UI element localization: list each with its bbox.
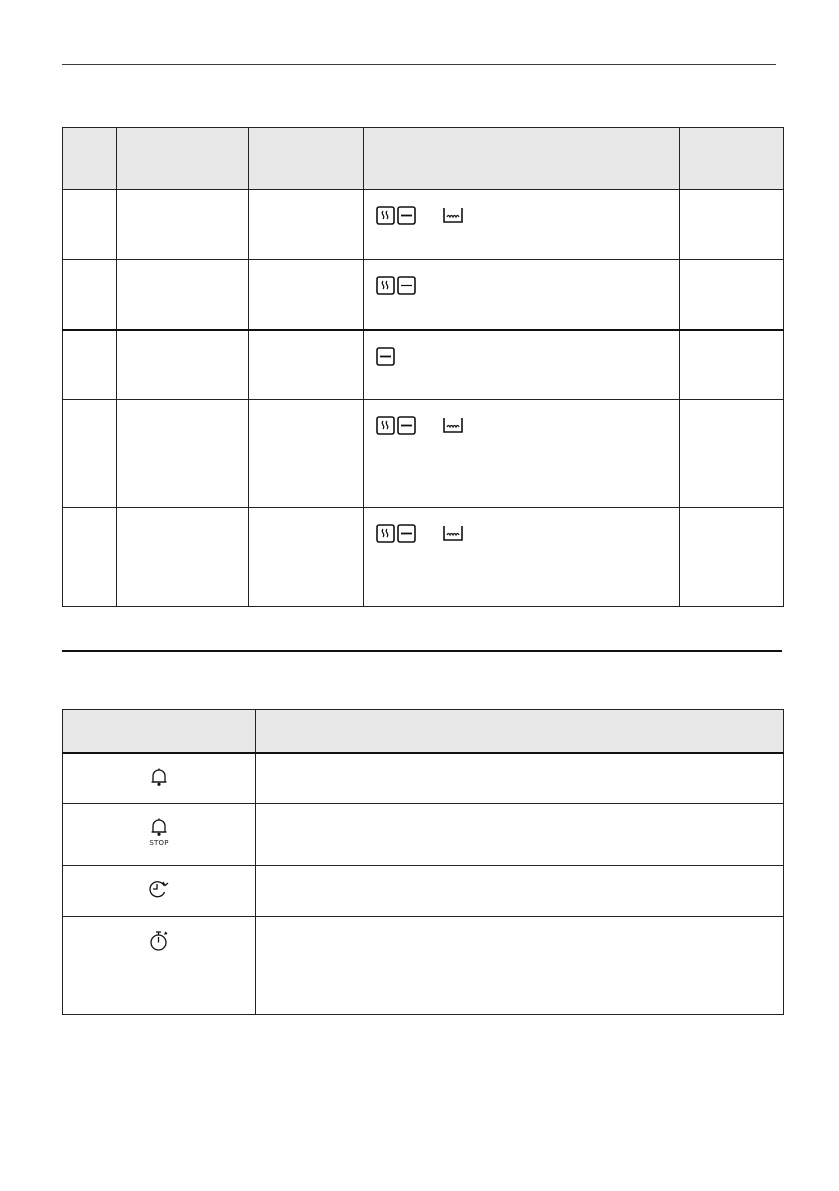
table-cell [249, 508, 364, 607]
section-rule [62, 650, 782, 652]
table-cell [249, 400, 364, 508]
heating-icons-cell [364, 260, 680, 330]
table-cell [249, 260, 364, 330]
symbol-cell [63, 803, 256, 865]
bell-icon [149, 766, 169, 788]
table-cell [63, 190, 117, 260]
steam-heating-icon [376, 206, 395, 225]
header-cell [63, 128, 117, 190]
table-row [63, 753, 784, 803]
clock-delay-icon [147, 878, 171, 900]
table-cell [117, 330, 249, 400]
symbol-cell [63, 865, 256, 916]
bottom-heat-icon [397, 524, 416, 543]
stopwatch-icon [148, 929, 170, 953]
heating-icons-cell [364, 508, 680, 607]
table-cell [249, 190, 364, 260]
description-cell [256, 916, 784, 1014]
table-cell [117, 190, 249, 260]
table-cell [117, 400, 249, 508]
heating-icons-cell [364, 400, 680, 508]
table-cell [680, 190, 784, 260]
header-cell [256, 710, 784, 754]
timer-header-row [63, 710, 784, 754]
table-cell [63, 260, 117, 330]
bottom-heat-icon [397, 276, 416, 295]
water-tank-icon [442, 206, 461, 225]
table-row [63, 916, 784, 1014]
header-cell [63, 710, 256, 754]
table-cell [680, 400, 784, 508]
table-cell [63, 330, 117, 400]
table-cell [117, 508, 249, 607]
table-cell [680, 260, 784, 330]
steam-heating-icon [376, 524, 395, 543]
programs-header-row [63, 128, 784, 190]
table-row [63, 803, 784, 865]
heating-icons-cell [364, 190, 680, 260]
table-row [63, 190, 784, 260]
stop-label: STOP [149, 838, 169, 847]
table-row [63, 330, 784, 400]
table-row [63, 508, 784, 607]
table-row [63, 260, 784, 330]
header-cell [249, 128, 364, 190]
header-cell [680, 128, 784, 190]
table-cell [63, 400, 117, 508]
steam-heating-icon [376, 416, 395, 435]
table-cell [117, 260, 249, 330]
description-cell [256, 865, 784, 916]
symbol-cell [63, 753, 256, 803]
programs-table [62, 127, 784, 607]
bell-stop-icon [149, 816, 169, 847]
table-row [63, 400, 784, 508]
symbol-cell [63, 916, 256, 1014]
table-row [63, 865, 784, 916]
steam-heating-icon [376, 276, 395, 295]
table-cell [249, 330, 364, 400]
bottom-heat-icon [376, 347, 395, 366]
table-cell [680, 330, 784, 400]
timer-functions-table [62, 709, 784, 1015]
bottom-heat-icon [397, 206, 416, 225]
water-tank-icon [442, 416, 461, 435]
bottom-heat-icon [397, 416, 416, 435]
header-rule [62, 64, 776, 65]
description-cell [256, 803, 784, 865]
header-cell [117, 128, 249, 190]
table-cell [680, 508, 784, 607]
heating-icons-cell [364, 330, 680, 400]
description-cell [256, 753, 784, 803]
water-tank-icon [442, 524, 461, 543]
header-cell [364, 128, 680, 190]
table-cell [63, 508, 117, 607]
